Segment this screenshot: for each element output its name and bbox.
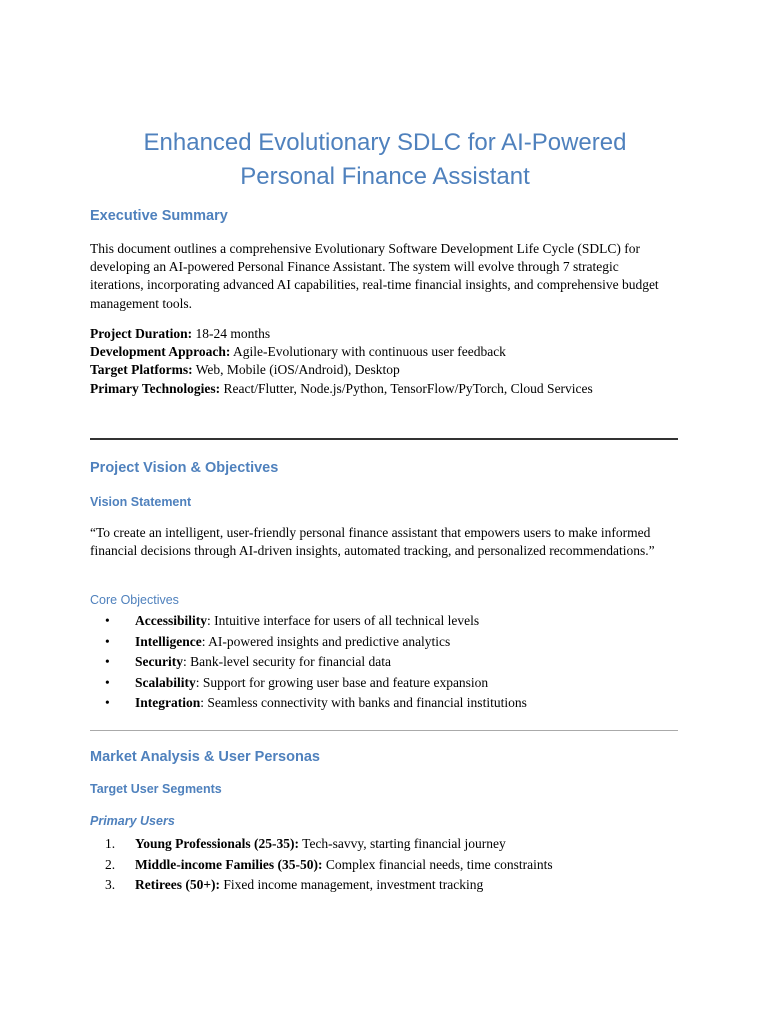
vision-statement: “To create an intelligent, user-friendly personal finance assistant that empowers users to make informed financial decisions through AI-driven insights, automated tracking, and personalized recommendations.” xyxy=(90,525,655,559)
section-divider-thin xyxy=(90,730,678,731)
section-divider-thick xyxy=(90,438,678,440)
meta-technologies: Primary Technologies: React/Flutter, Node.js/Python, TensorFlow/PyTorch, Cloud Services xyxy=(90,380,593,396)
meta-platforms: Target Platforms: Web, Mobile (iOS/Android), Desktop xyxy=(90,362,400,378)
list-number: 3. xyxy=(105,877,116,893)
bullet-icon: • xyxy=(105,613,110,628)
bullet-icon: • xyxy=(105,633,110,649)
executive-summary-heading: Executive Summary xyxy=(90,208,228,224)
executive-summary-paragraph: This document outlines a comprehensive Evolutionary Software Development Life Cycle (SDLC) for developing an AI-powered Personal Finance Assistant. The system will evolve through 7 strategic iterations, incorporating advanced AI capabilities, real-time financial insights, and comprehensive budget management tools. xyxy=(90,241,659,311)
market-heading: Market Analysis & User Personas xyxy=(90,749,320,765)
primary-users-list xyxy=(90,834,680,896)
list-item: • Accessibility: Intuitive interface for users of all technical levels xyxy=(90,611,680,632)
core-objectives-list xyxy=(90,611,680,714)
meta-approach: Development Approach: Agile-Evolutionary with continuous user feedback xyxy=(90,344,506,360)
list-item: • Intelligence: AI-powered insights and predictive analytics xyxy=(90,632,680,653)
list-number: 1. xyxy=(105,836,116,851)
target-segments-heading: Target User Segments xyxy=(90,782,222,796)
list-item: 1. Young Professionals (25-35): Tech-savvy, starting financial journey xyxy=(90,834,680,855)
project-meta xyxy=(90,325,670,398)
list-item: 3. Retirees (50+): Fixed income management, investment tracking xyxy=(90,875,680,896)
document-title xyxy=(90,126,680,194)
list-item: • Security: Bank-level security for financial data xyxy=(90,652,680,673)
bullet-icon: • xyxy=(105,695,110,711)
core-objectives-heading: Core Objectives xyxy=(90,593,179,607)
title-line-2: Personal Finance Assistant xyxy=(240,163,530,190)
primary-users-heading: Primary Users xyxy=(90,814,175,828)
list-item: 2. Middle-income Families (35-50): Complex financial needs, time constraints xyxy=(90,855,680,876)
list-number: 2. xyxy=(105,856,116,872)
vision-heading: Project Vision & Objectives xyxy=(90,460,279,476)
bullet-icon: • xyxy=(105,674,110,690)
title-line-1: Enhanced Evolutionary SDLC for AI-Powered xyxy=(143,129,627,156)
vision-statement-heading: Vision Statement xyxy=(90,495,192,509)
list-item: • Integration: Seamless connectivity with banks and financial institutions xyxy=(90,693,680,714)
list-item: • Scalability: Support for growing user base and feature expansion xyxy=(90,673,680,694)
bullet-icon: • xyxy=(105,654,110,670)
meta-duration: Project Duration: 18-24 months xyxy=(90,326,271,341)
